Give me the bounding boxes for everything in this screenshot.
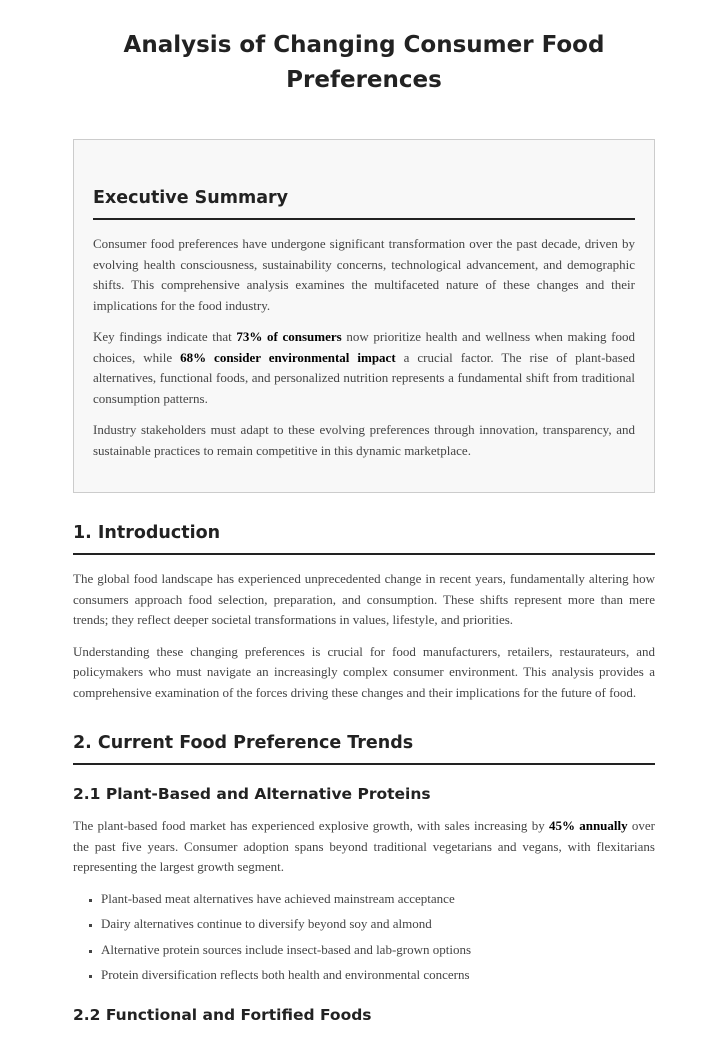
intro-paragraph-1: The global food landscape has experienced unprecedented change in recent years, fundamentally altering how consumers approach food selection, preparation, and consumption. These shifts represent more than mere trends; they reflect deeper societal transformations in values, lifestyle, and priorities.: [73, 571, 655, 627]
text: Key findings indicate that: [93, 329, 237, 344]
highlight-stat: 68% consider environmental impact: [180, 349, 396, 365]
text: The plant-based food market has experienced explosive growth, with sales increasing by: [73, 818, 549, 833]
plant-based-heading: 2.1 Plant-Based and Alternative Proteins: [73, 785, 431, 803]
list-item: ▪ Alternative protein sources include insect-based and lab-grown options: [101, 940, 655, 961]
highlight-stat: 73% of consumers: [236, 329, 342, 344]
introduction-section: [73, 521, 655, 703]
list-item: ▪ Protein diversification reflects both health and environmental concerns: [101, 965, 655, 986]
list-item: ▪ Dairy alternatives continue to diversify beyond soy and almond: [101, 914, 655, 935]
trends-heading: 2. Current Food Preference Trends: [73, 731, 655, 765]
list-item: ▪ Plant-based meat alternatives have achieved mainstream acceptance: [101, 889, 655, 910]
executive-summary-box: [73, 139, 655, 493]
trends-section: [73, 731, 655, 1026]
plant-based-list: [73, 889, 655, 986]
summary-paragraph-1: Consumer food preferences have undergone significant transformation over the past decade, driven by evolving health consciousness, sustainability concerns, technological advancement, and demographic shifts. This comprehensive analysis examines the multifaceted nature of these changes and their implications for the food industry.: [93, 236, 635, 313]
text: now prioritize health and wellness when making food choices, while: [93, 329, 635, 365]
highlight-stat: 45% annually: [548, 818, 628, 833]
text: over the past five years. Consumer adoption spans beyond traditional vegetarians and vegans, with flexitarians representing the largest growth segment.: [73, 818, 655, 874]
executive-summary-heading: Executive Summary: [93, 186, 635, 220]
document: [0, 28, 728, 1026]
summary-paragraph-2: [93, 327, 635, 409]
intro-paragraph-2: Understanding these changing preferences is crucial for food manufacturers, retailers, restaurateurs, and policymakers who must navigate an increasingly complex consumer environment. This analysis provides a comprehensive examination of the forces driving these changes and their implications for the future of food.: [73, 643, 655, 700]
introduction-heading: 1. Introduction: [73, 521, 655, 555]
text: a crucial factor. The rise of plant-based alternatives, functional foods, and personalized nutrition represents a fundamental shift from traditional consumption patterns.: [93, 349, 635, 406]
functional-foods-heading: 2.2 Functional and Fortified Foods: [73, 1005, 372, 1024]
page-title: Analysis of Changing Consumer Food Preferences: [123, 32, 605, 93]
plant-based-paragraph: [73, 816, 655, 878]
summary-paragraph-3: Industry stakeholders must adapt to these evolving preferences through innovation, transparency, and sustainable practices to remain competitive in this dynamic marketplace.: [93, 422, 635, 458]
